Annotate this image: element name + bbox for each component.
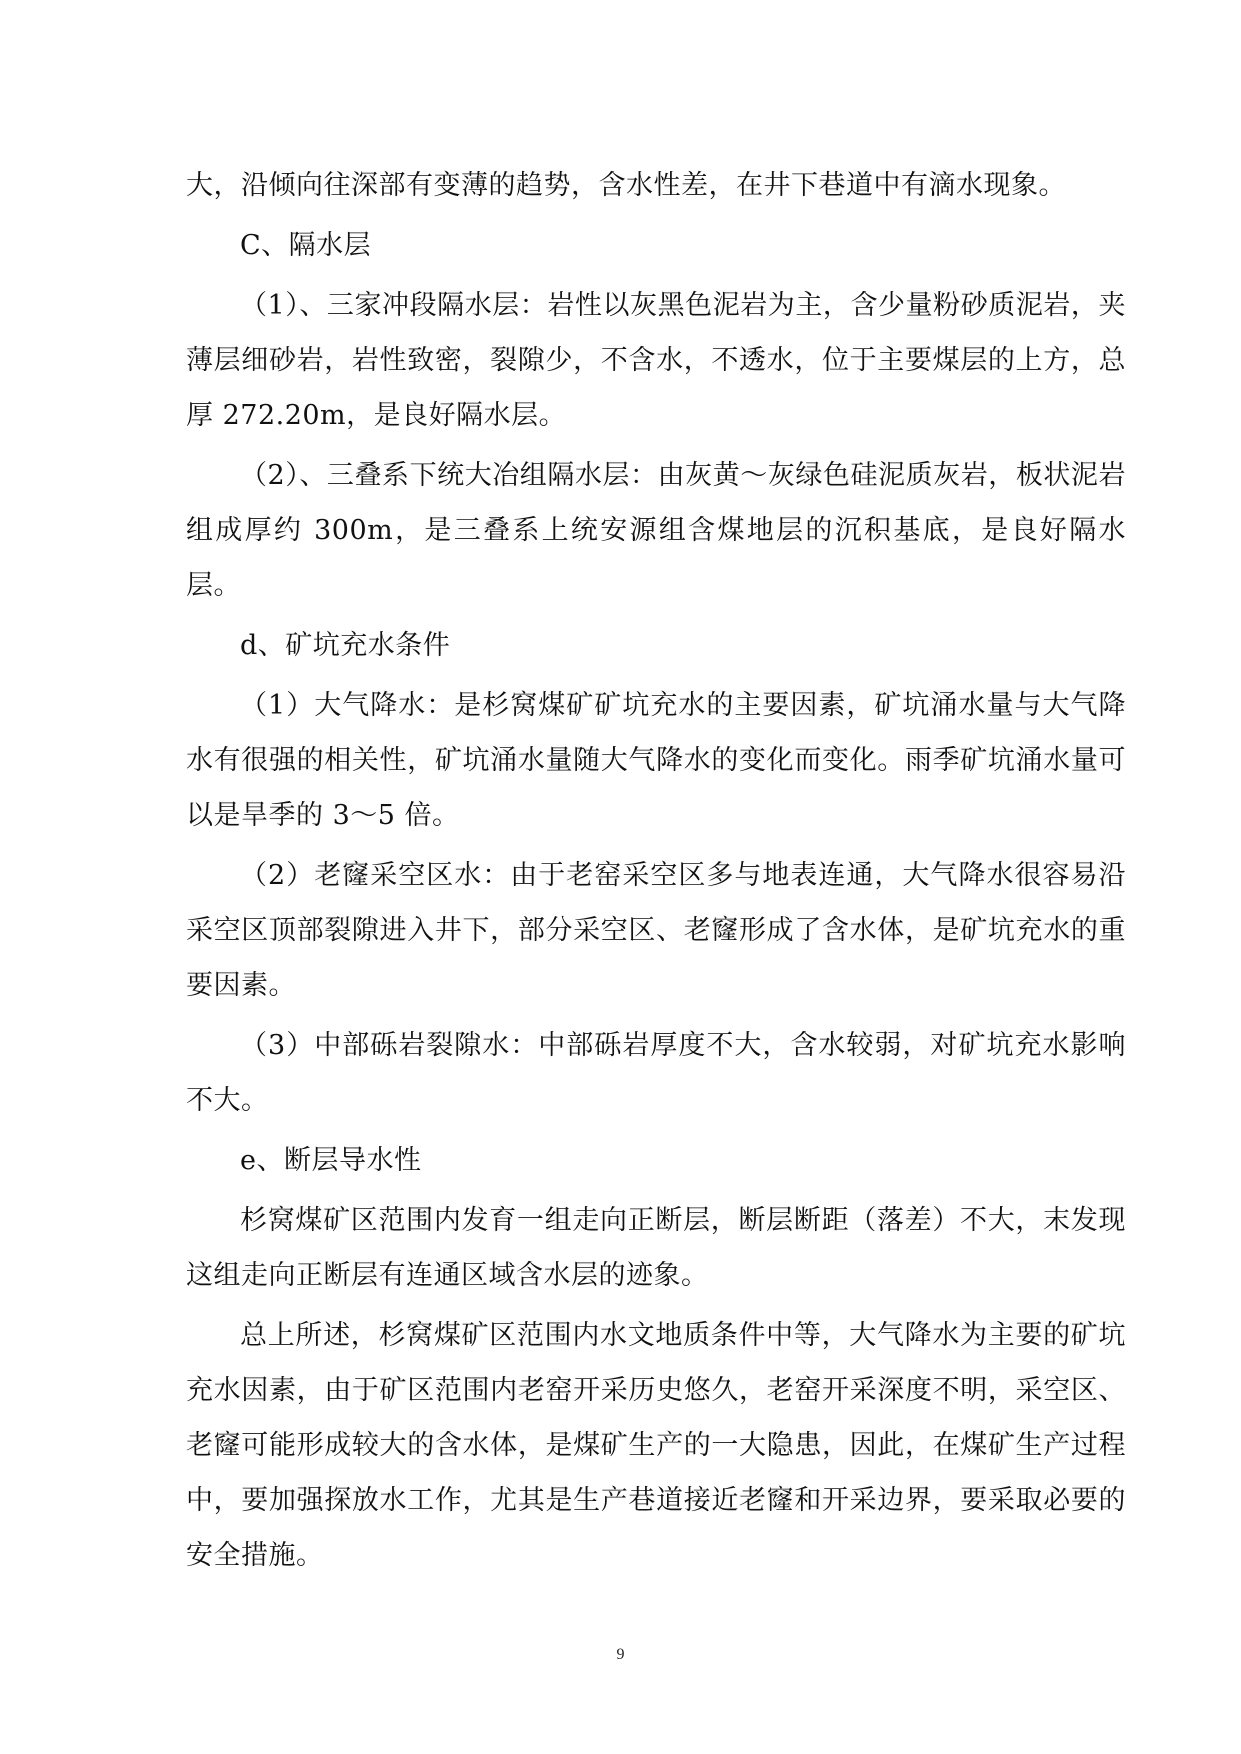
heading-water-filling: d、矿坑充水条件 bbox=[240, 630, 451, 661]
paragraph-fault: 杉窝煤矿区范围内发育一组走向正断层，断层断距（落差）不大，末发现这组走向正断层有连通区域含水层的迹象。 bbox=[186, 1205, 1126, 1291]
paragraph-aquiclude-2: （2）、三叠系下统大冶组隔水层：由灰黄～灰绿色硅泥质灰岩，板状泥岩组成厚约 300m，是三叠系上统安源组含煤地层的沉积基底，是良好隔水层。 bbox=[186, 460, 1126, 601]
paragraph-water-filling-2: （2）老窿采空区水：由于老窑采空区多与地表连通，大气降水很容易沿采空区顶部裂隙进入井下，部分采空区、老窿形成了含水体，是矿坑充水的重要因素。 bbox=[186, 860, 1126, 1001]
paragraph-water-filling-1: （1）大气降水：是杉窝煤矿矿坑充水的主要因素，矿坑涌水量与大气降水有很强的相关性，矿坑涌水量随大气降水的变化而变化。雨季矿坑涌水量可以是旱季的 3～5 倍。 bbox=[186, 690, 1126, 831]
page-number: 9 bbox=[616, 1646, 625, 1663]
paragraph-continuation: 大，沿倾向往深部有变薄的趋势，含水性差，在井下巷道中有滴水现象。 bbox=[186, 170, 1066, 201]
paragraph-water-filling-3: （3）中部砾岩裂隙水：中部砾岩厚度不大，含水较弱，对矿坑充水影响不大。 bbox=[186, 1030, 1126, 1116]
heading-fault-conductivity: e、断层导水性 bbox=[240, 1145, 422, 1176]
heading-aquiclude: C、隔水层 bbox=[240, 230, 372, 261]
paragraph-summary: 总上所述，杉窝煤矿区范围内水文地质条件中等，大气降水为主要的矿坑充水因素，由于矿区范围内老窑开采历史悠久，老窑开采深度不明，采空区、老窿可能形成较大的含水体，是煤矿生产的一大隐患，因此，在煤矿生产过程中，要加强探放水工作，尤其是生产巷道接近老窿和开采边界，要采取必要的安全措施。 bbox=[186, 1320, 1126, 1571]
paragraph-aquiclude-1: （1）、三家冲段隔水层：岩性以灰黑色泥岩为主，含少量粉砂质泥岩，夹薄层细砂岩，岩性致密，裂隙少，不含水，不透水，位于主要煤层的上方，总厚 272.20m，是良好隔水层。 bbox=[186, 290, 1126, 431]
body-text bbox=[186, 158, 1126, 1583]
